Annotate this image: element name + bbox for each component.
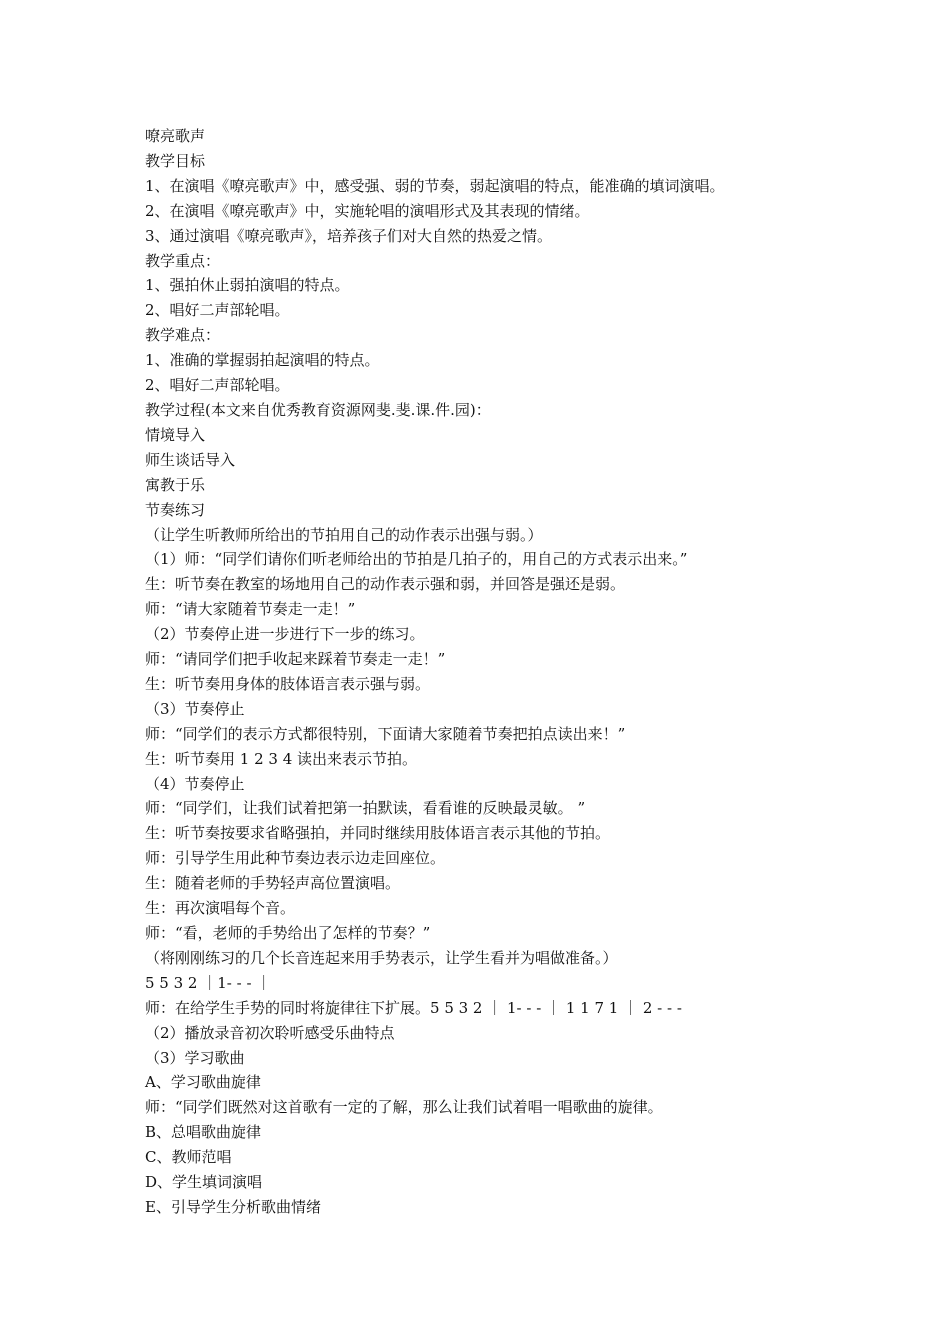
text-line: 寓教于乐 xyxy=(145,475,206,494)
text-line: D、学生填词演唱 xyxy=(145,1173,263,1192)
text-line: 生：听节奏在教室的场地用自己的动作表示强和弱，并回答是强还是弱。 xyxy=(145,575,626,594)
text-line: 师：“同学们，让我们试着把第一拍默读，看看谁的反映最灵敏。 ” xyxy=(145,799,586,818)
text-line: 生：听节奏用 1 2 3 4 读出来表示节拍。 xyxy=(145,749,418,768)
text-line: 生：再次演唱每个音。 xyxy=(145,899,296,918)
text-line: C、教师范唱 xyxy=(145,1148,232,1167)
text-line: （将刚刚练习的几个长音连起来用手势表示，让学生看并为唱做准备。） xyxy=(145,948,618,967)
text-line: 师：“同学们既然对这首歌有一定的了解，那么让我们试着唱一唱歌曲的旋律。 xyxy=(145,1098,663,1117)
text-line: 师：“同学们的表示方式都很特别，下面请大家随着节奏把拍点读出来！” xyxy=(145,724,626,743)
text-line: 生：听节奏用身体的肢体语言表示强与弱。 xyxy=(145,674,431,693)
text-line: 教学重点： xyxy=(145,251,221,270)
text-line: （1）师：“同学们请你们听老师给出的节拍是几拍子的，用自己的方式表示出来。” xyxy=(145,550,688,569)
text-line: 1、强拍休止弱拍演唱的特点。 xyxy=(145,276,350,295)
text-line: 2、在演唱《嘹亮歌声》中，实施轮唱的演唱形式及其表现的情绪。 xyxy=(145,201,590,220)
text-line: 师：“看，老师的手势给出了怎样的节奏？” xyxy=(145,924,431,942)
text-line: A、学习歌曲旋律 xyxy=(145,1073,261,1092)
text-line: （3）学习歌曲 xyxy=(145,1048,245,1067)
text-line: 5 5 3 2 ｜1- - - ｜ xyxy=(145,973,272,992)
text-line: 教学过程(本文来自优秀教育资源网斐.斐.课.件.园)： xyxy=(145,400,491,419)
text-line: （2）节奏停止进一步进行下一步的练习。 xyxy=(145,625,425,644)
text-line: 师：在给学生手势的同时将旋律往下扩展。5 5 3 2 ｜ 1- - - ｜ 1 1 7 1 ｜ 2 - - - xyxy=(145,998,682,1017)
text-line: 师生谈话导入 xyxy=(145,450,236,469)
text-line: （3）节奏停止 xyxy=(145,699,245,718)
text-line: 节奏练习 xyxy=(145,500,206,519)
document-title: 嘹亮歌声 xyxy=(145,127,206,145)
text-line: B、总唱歌曲旋律 xyxy=(145,1123,262,1142)
text-line: （让学生听教师所给出的节拍用自己的动作表示出强与弱。） xyxy=(145,525,543,544)
text-line: 教学难点： xyxy=(145,326,221,345)
text-line: 生：听节奏按要求省略强拍，并同时继续用肢体语言表示其他的节拍。 xyxy=(145,824,611,843)
text-line: 师：“请大家随着节奏走一走！” xyxy=(145,600,356,619)
text-line: 教学目标 xyxy=(145,151,206,170)
text-line: 2、唱好二声部轮唱。 xyxy=(145,376,290,395)
text-line: 1、准确的掌握弱拍起演唱的特点。 xyxy=(145,351,380,370)
text-line: 师：“请同学们把手收起来踩着节奏走一走！” xyxy=(145,650,446,669)
text-line: 师：引导学生用此种节奏边表示边走回座位。 xyxy=(145,849,446,868)
text-line: E、引导学生分析歌曲情绪 xyxy=(145,1197,321,1216)
text-line: （2）播放录音初次聆听感受乐曲特点 xyxy=(145,1023,395,1042)
text-line: 生：随着老师的手势轻声高位置演唱。 xyxy=(145,874,401,893)
document-body xyxy=(145,124,845,1220)
text-line: 2、唱好二声部轮唱。 xyxy=(145,301,290,320)
text-line: 1、在演唱《嘹亮歌声》中，感受强、弱的节奏，弱起演唱的特点，能准确的填词演唱。 xyxy=(145,176,725,195)
text-line: 3、通过演唱《嘹亮歌声》，培养孩子们对大自然的热爱之情。 xyxy=(145,226,553,245)
text-line: 情境导入 xyxy=(145,425,206,444)
text-line: （4）节奏停止 xyxy=(145,774,245,793)
